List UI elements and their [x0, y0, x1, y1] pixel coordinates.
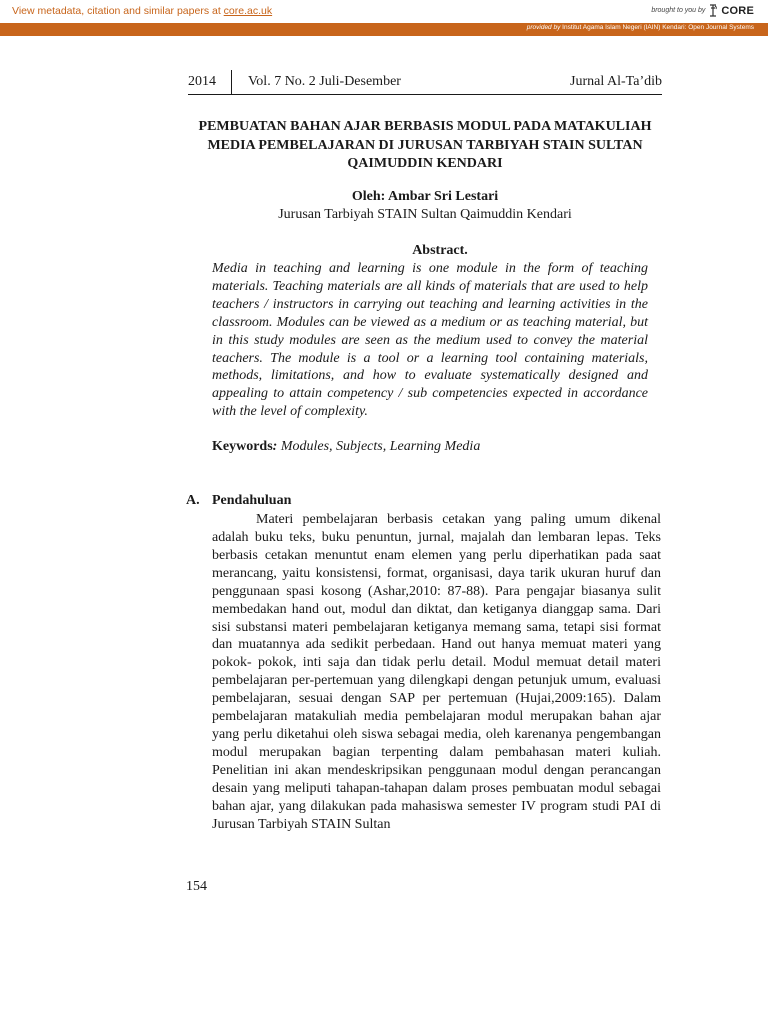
- provided-prefix: provided by: [526, 24, 561, 31]
- keywords-label: Keywords: [212, 439, 273, 454]
- header-year: 2014: [188, 74, 216, 89]
- paper-title: PEMBUATAN BAHAN AJAR BERBASIS MODUL PADA MATAKULIAH MEDIA PEMBELAJARAN DI JURUSAN TARBIYAH STAIN SULTAN QAIMUDDIN KENDARI: [198, 119, 652, 171]
- header-rule: [188, 94, 662, 95]
- header-journal-name: Jurnal Al-Ta’dib: [570, 74, 662, 89]
- provided-by-text: [527, 24, 754, 31]
- metadata-notice: [12, 5, 272, 17]
- page-number: 154: [186, 879, 207, 894]
- header-separator: [231, 70, 232, 94]
- metadata-text: View metadata, citation and similar papers at: [12, 5, 224, 17]
- core-banner: [0, 0, 768, 23]
- core-logo-icon: [708, 4, 718, 17]
- abstract-heading: Abstract.: [412, 243, 468, 258]
- core-link[interactable]: core.ac.uk: [223, 5, 273, 17]
- brought-to-you-text: brought to you by: [651, 7, 706, 14]
- section-number: A.: [186, 493, 200, 508]
- keywords-text: Modules, Subjects, Learning Media: [277, 439, 481, 454]
- keywords: [212, 439, 648, 455]
- section-title: Pendahuluan: [212, 493, 292, 508]
- paper-affiliation: Jurusan Tarbiyah STAIN Sultan Qaimuddin Kendari: [278, 207, 572, 222]
- journal-header: [188, 72, 662, 96]
- body-paragraph: Materi pembelajaran berbasis cetakan yang paling umum dikenal adalah buku teks, buku penuntun, jurnal, majalah dan lembaran lepas. Teks berbasis cetakan menuntut enam elemen yang perlu diperhatikan pada saat merancang, yaitu konsistensi, format, organisasi, daya tarik ukuran huruf dan penggunaan spasi kosong (Ashar,2010: 87-88). Para pengajar biasanya sulit membedakan hand out, modul dan diktat, dan ketiganya dianggap sama. Dari sisi substansi materi pembelajaran ketiganya memang sama, tetapi sisi format dan muatannya ada sedikit perbedaan. Hand out hanya memuat materi yang pokok- pokok, inti saja dan tidak perlu detail. Modul memuat detail materi pembelajaran per-pertemuan yang dilengkapi dengan petunjuk umum, evaluasi pembelajaran, sesuai dengan SAP per pertemuan (Hujai,2009:165). Dalam pembelajaran matakuliah media pembelajaran modul merupakan bahan ajar yang perlu diketahui oleh siswa sebagai media, oleh karenanya pengembangan modul merupakan bagian terpenting dalam pembahasan materi kuliah. Penelitian ini akan mendeskripsikan penggunaan modul dengan perancangan desain yang meliputi tahapan-tahapan dalam proses pembuatan modul sebagai bahan ajar, yang dilakukan pada mahasiswa semester IV program studi PAI di Jurusan Tarbiyah STAIN Sultan: [212, 512, 661, 832]
- core-brand-name: CORE: [721, 4, 754, 17]
- header-volume: Vol. 7 No. 2 Juli-Desember: [248, 74, 401, 89]
- core-brand[interactable]: [651, 4, 754, 17]
- paper-author: Oleh: Ambar Sri Lestari: [351, 189, 499, 204]
- keywords-colon: :: [272, 439, 278, 454]
- abstract-text: Media in teaching and learning is one module in the form of teaching materials. Teaching materials are all kinds of materials that are used to help teachers / instructors in carrying out teaching and learning activities in the classroom. Modules can be viewed as a medium or as teaching material, but in this study modules are seen as the medium used to convey the material teachers. The module is a tool or a learning tool containing materials, methods, limitations, and how to evaluate systematically designed and appealing to attain competency / sub competencies expected in accordance with the level of complexity.: [212, 261, 648, 420]
- provider-bar: [0, 23, 768, 36]
- provider-name: Institut Agama Islam Negeri (IAIN) Kendari: Open Journal Systems: [562, 24, 754, 31]
